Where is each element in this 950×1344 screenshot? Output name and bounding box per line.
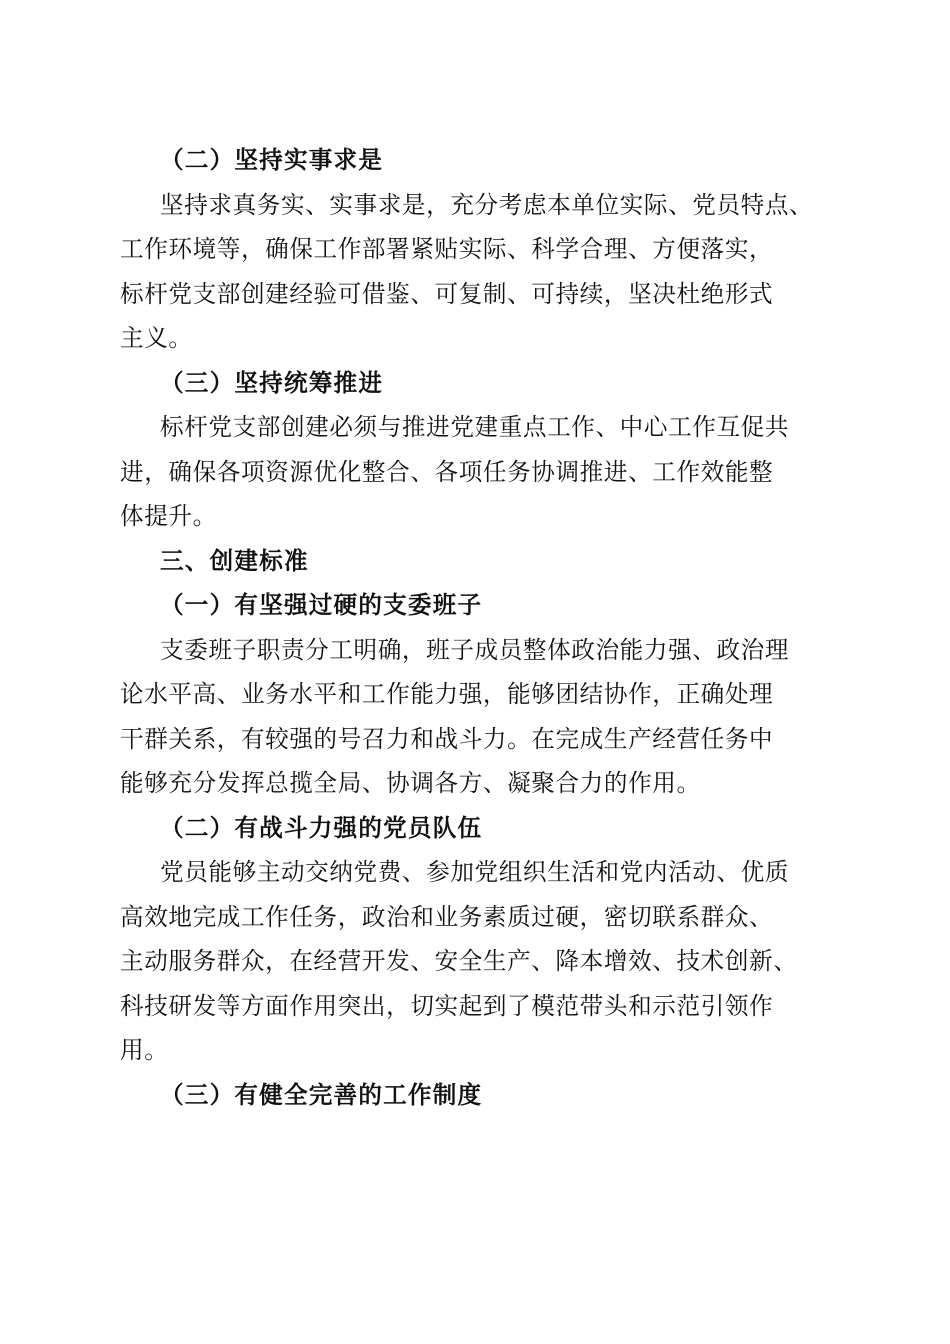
subheading-members: （二）有战斗力强的党员队伍 bbox=[160, 813, 483, 842]
paragraph-line: 干群关系，有较强的号召力和战斗力。在完成生产经营任务中 bbox=[120, 724, 774, 753]
section-heading-standards: 三、创建标准 bbox=[160, 546, 309, 575]
subheading-work-system: （三）有健全完善的工作制度 bbox=[160, 1080, 483, 1109]
subheading-overall-planning: （三）坚持统筹推进 bbox=[160, 368, 384, 397]
subheading-committee: （一）有坚强过硬的支委班子 bbox=[160, 591, 483, 619]
paragraph-line: 高效地完成工作任务，政治和业务素质过硬，密切联系群众、 bbox=[120, 902, 774, 931]
paragraph-members bbox=[120, 850, 832, 1073]
paragraph-line: 工作环境等，确保工作部署紧贴实际、科学合理、方便落实， bbox=[120, 235, 774, 263]
paragraph-line: 主义。 bbox=[120, 324, 193, 352]
paragraph-line: 党员能够主动交纳党费、参加党组织生活和党内活动、优质 bbox=[160, 858, 790, 886]
paragraph-line: 标杆党支部创建经验可借鉴、可复制、可持续，坚决杜绝形式 bbox=[120, 279, 774, 308]
paragraph-line: 科技研发等方面作用突出，切实起到了模范带头和示范引领作 bbox=[120, 991, 774, 1020]
paragraph-committee bbox=[120, 628, 832, 806]
paragraph-overall-planning bbox=[120, 405, 832, 539]
subheading-seek-truth: （二）坚持实事求是 bbox=[160, 146, 384, 174]
paragraph-line: 论水平高、业务水平和工作能力强，能够团结协作，正确处理 bbox=[120, 680, 774, 708]
paragraph-line: 坚持求真务实、实事求是，充分考虑本单位实际、党员特点、 bbox=[160, 190, 814, 219]
paragraph-line: 主动服务群众，在经营开发、安全生产、降本增效、技术创新、 bbox=[120, 947, 798, 975]
paragraph-line: 能够充分发挥总揽全局、协调各方、凝聚合力的作用。 bbox=[120, 769, 701, 797]
paragraph-line: 支委班子职责分工明确，班子成员整体政治能力强、政治理 bbox=[160, 635, 790, 664]
paragraph-seek-truth bbox=[120, 183, 832, 361]
paragraph-line: 体提升。 bbox=[120, 502, 217, 530]
paragraph-line: 用。 bbox=[120, 1036, 169, 1064]
document-body bbox=[120, 138, 832, 1117]
paragraph-line: 标杆党支部创建必须与推进党建重点工作、中心工作互促共 bbox=[160, 413, 790, 441]
paragraph-line: 进，确保各项资源优化整合、各项任务协调推进、工作效能整 bbox=[120, 457, 774, 486]
